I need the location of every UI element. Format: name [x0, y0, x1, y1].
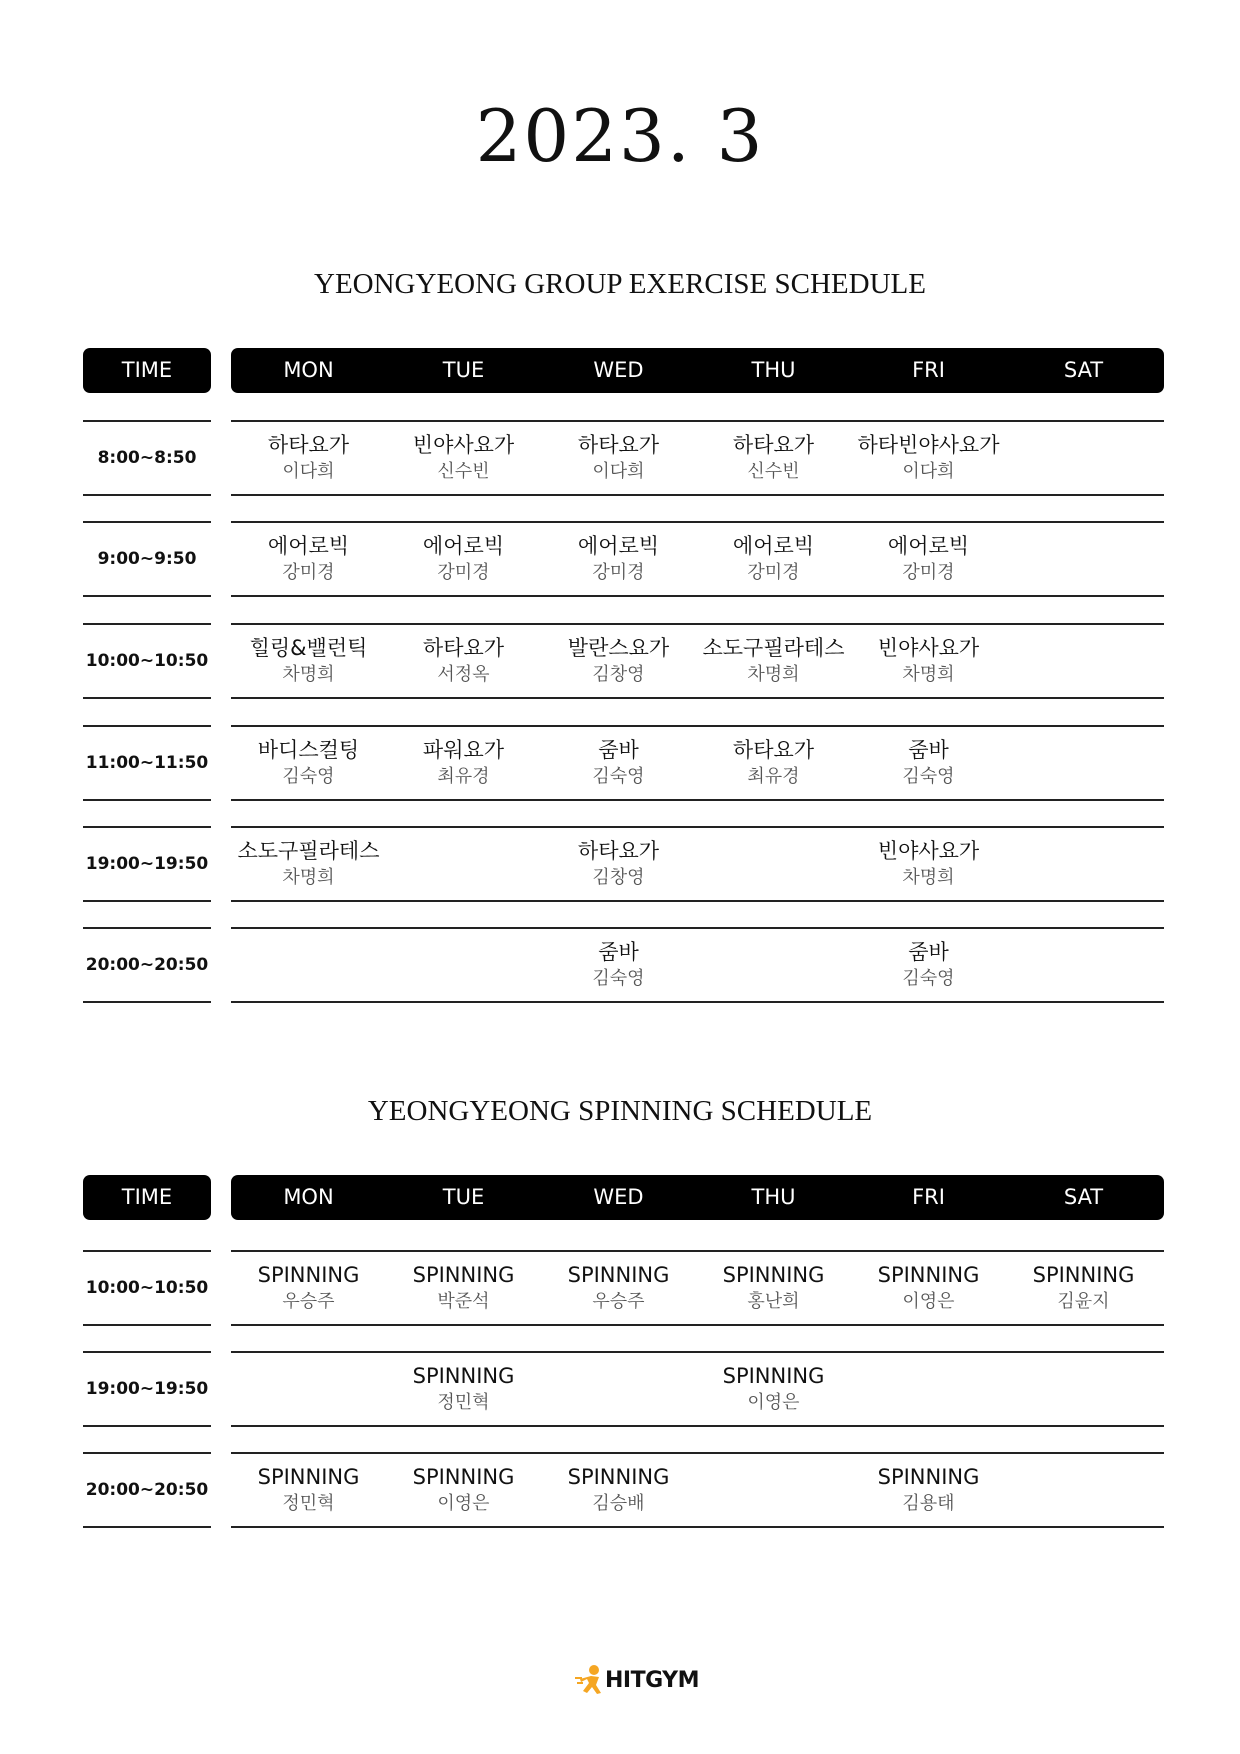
- class-cell: [541, 1250, 696, 1326]
- class-name: 에어로빅: [267, 534, 350, 558]
- class-name: SPINNING: [412, 1465, 515, 1489]
- class-name: 에어로빅: [732, 534, 815, 558]
- day-label-tue: TUE: [442, 358, 485, 382]
- class-name: 빈야사요가: [877, 636, 980, 660]
- class-cell: [851, 927, 1006, 1003]
- class-name: 줌바: [598, 940, 639, 964]
- table-row: [0, 725, 1240, 801]
- instructor-name: 김용태: [902, 1493, 955, 1514]
- class-name: 하타요가: [732, 433, 815, 457]
- class-cell: [541, 521, 696, 597]
- class-cell: [851, 1250, 1006, 1326]
- instructor-name: 차명희: [902, 664, 955, 685]
- instructor-name: 이영은: [902, 1291, 955, 1312]
- class-cell: [541, 1452, 696, 1528]
- table-row: [0, 927, 1240, 1003]
- time-slot: 9:00~9:50: [97, 549, 197, 569]
- instructor-name: 김승배: [592, 1493, 645, 1514]
- class-cell: [851, 1351, 1006, 1427]
- instructor-name: 홍난희: [747, 1291, 800, 1312]
- spinning-schedule-title: YEONGYEONG SPINNING SCHEDULE: [367, 1095, 873, 1127]
- class-cell: [386, 826, 541, 902]
- class-name: 소도구필라테스: [237, 839, 380, 863]
- class-name: 에어로빅: [422, 534, 505, 558]
- class-cell: [231, 1452, 386, 1528]
- class-name: 힐링&밸런틱: [249, 636, 368, 660]
- class-cell: [851, 1452, 1006, 1528]
- class-cell: [696, 1452, 851, 1528]
- class-cell: [541, 826, 696, 902]
- class-cell: [231, 1351, 386, 1427]
- class-name: SPINNING: [257, 1263, 360, 1287]
- class-cell: [1006, 420, 1161, 496]
- logo-text: HITGYM: [605, 1668, 700, 1693]
- instructor-name: 차명희: [902, 867, 955, 888]
- time-slot: 10:00~10:50: [85, 651, 209, 671]
- instructor-name: 이영은: [747, 1392, 800, 1413]
- class-cell: [851, 420, 1006, 496]
- class-cell: [1006, 1250, 1161, 1326]
- instructor-name: 서정옥: [437, 664, 490, 685]
- day-label-thu: THU: [751, 358, 796, 382]
- class-cell: [1006, 927, 1161, 1003]
- class-name: 하타요가: [267, 433, 350, 457]
- day-label-sat: SAT: [1063, 358, 1104, 382]
- instructor-name: 최유경: [437, 766, 490, 787]
- class-cell: [851, 521, 1006, 597]
- table-row: [0, 826, 1240, 902]
- class-name: 바디스컬팅: [257, 738, 360, 762]
- spinning-time-header: TIME: [83, 1175, 211, 1220]
- time-slot: 10:00~10:50: [85, 1278, 209, 1298]
- time-slot: 20:00~20:50: [85, 955, 209, 975]
- class-name: SPINNING: [412, 1364, 515, 1388]
- class-cell: [696, 826, 851, 902]
- class-name: SPINNING: [877, 1465, 980, 1489]
- class-cell: [1006, 826, 1161, 902]
- class-name: 하타요가: [577, 433, 660, 457]
- instructor-name: 이다희: [902, 461, 955, 482]
- class-name: 줌바: [908, 738, 949, 762]
- instructor-name: 정민혁: [282, 1493, 335, 1514]
- class-cell: [386, 725, 541, 801]
- table-row: [0, 1452, 1240, 1528]
- class-cell: [696, 725, 851, 801]
- instructor-name: 정민혁: [437, 1392, 490, 1413]
- class-name: 하타요가: [577, 839, 660, 863]
- instructor-name: 우승주: [282, 1291, 335, 1312]
- table-row: [0, 623, 1240, 699]
- instructor-name: 강미경: [747, 562, 800, 583]
- instructor-name: 김윤지: [1057, 1291, 1110, 1312]
- class-cell: [696, 623, 851, 699]
- time-slot: 11:00~11:50: [85, 753, 209, 773]
- class-cell: [851, 725, 1006, 801]
- time-slot: 20:00~20:50: [85, 1480, 209, 1500]
- day-label-wed: WED: [593, 358, 644, 382]
- class-name: 소도구필라테스: [702, 636, 845, 660]
- class-cell: [231, 826, 386, 902]
- instructor-name: 강미경: [592, 562, 645, 583]
- instructor-name: 최유경: [747, 766, 800, 787]
- class-cell: [1006, 1351, 1161, 1427]
- instructor-name: 김창영: [592, 867, 645, 888]
- time-slot: 8:00~8:50: [97, 448, 197, 468]
- class-cell: [386, 927, 541, 1003]
- class-cell: [386, 1351, 541, 1427]
- class-name: 에어로빅: [577, 534, 660, 558]
- day-label-fri: FRI: [912, 1185, 945, 1209]
- instructor-name: 김숙영: [902, 968, 955, 989]
- instructor-name: 강미경: [437, 562, 490, 583]
- class-cell: [541, 725, 696, 801]
- class-cell: [541, 623, 696, 699]
- class-name: SPINNING: [877, 1263, 980, 1287]
- class-cell: [1006, 1452, 1161, 1528]
- class-name: SPINNING: [567, 1263, 670, 1287]
- class-cell: [541, 420, 696, 496]
- class-cell: [696, 927, 851, 1003]
- class-name: SPINNING: [257, 1465, 360, 1489]
- instructor-name: 강미경: [282, 562, 335, 583]
- class-cell: [231, 725, 386, 801]
- class-name: 하타요가: [422, 636, 505, 660]
- class-cell: [851, 623, 1006, 699]
- class-name: SPINNING: [722, 1364, 825, 1388]
- class-cell: [696, 1250, 851, 1326]
- class-name: 빈야사요가: [412, 433, 515, 457]
- class-name: 줌바: [598, 738, 639, 762]
- day-label-fri: FRI: [912, 358, 945, 382]
- class-name: SPINNING: [412, 1263, 515, 1287]
- class-name: SPINNING: [722, 1263, 825, 1287]
- class-cell: [386, 1250, 541, 1326]
- spinning-day-header: [231, 1175, 1164, 1220]
- instructor-name: 차명희: [282, 867, 335, 888]
- runner-logo-icon: [575, 1663, 605, 1697]
- instructor-name: 차명희: [747, 664, 800, 685]
- instructor-name: 신수빈: [747, 461, 800, 482]
- time-slot: 19:00~19:50: [85, 854, 209, 874]
- instructor-name: 박준석: [437, 1291, 490, 1312]
- class-name: 발란스요가: [567, 636, 670, 660]
- class-name: 파워요가: [422, 738, 505, 762]
- instructor-name: 이영은: [437, 1493, 490, 1514]
- class-cell: [231, 927, 386, 1003]
- group-time-header: TIME: [83, 348, 211, 393]
- class-cell: [1006, 521, 1161, 597]
- class-cell: [231, 623, 386, 699]
- group-schedule-title: YEONGYEONG GROUP EXERCISE SCHEDULE: [314, 268, 926, 300]
- day-label-thu: THU: [751, 1185, 796, 1209]
- page-title: 2023. 3: [475, 94, 765, 178]
- instructor-name: 김창영: [592, 664, 645, 685]
- instructor-name: 이다희: [282, 461, 335, 482]
- class-cell: [231, 420, 386, 496]
- instructor-name: 신수빈: [437, 461, 490, 482]
- class-name: SPINNING: [1032, 1263, 1135, 1287]
- instructor-name: 차명희: [282, 664, 335, 685]
- class-cell: [386, 521, 541, 597]
- table-row: [0, 521, 1240, 597]
- class-name: 에어로빅: [887, 534, 970, 558]
- class-cell: [541, 927, 696, 1003]
- class-cell: [696, 420, 851, 496]
- day-label-sat: SAT: [1063, 1185, 1104, 1209]
- class-cell: [386, 1452, 541, 1528]
- table-row: [0, 420, 1240, 496]
- instructor-name: 김숙영: [592, 968, 645, 989]
- instructor-name: 우승주: [592, 1291, 645, 1312]
- class-cell: [696, 1351, 851, 1427]
- table-row: [0, 1250, 1240, 1326]
- table-row: [0, 1351, 1240, 1427]
- class-cell: [1006, 725, 1161, 801]
- instructor-name: 김숙영: [902, 766, 955, 787]
- class-name: 하타요가: [732, 738, 815, 762]
- class-cell: [231, 1250, 386, 1326]
- class-cell: [1006, 623, 1161, 699]
- instructor-name: 강미경: [902, 562, 955, 583]
- class-name: 줌바: [908, 940, 949, 964]
- time-slot: 19:00~19:50: [85, 1379, 209, 1399]
- hitgym-logo: [575, 1663, 705, 1697]
- day-label-mon: MON: [283, 1185, 334, 1209]
- class-name: SPINNING: [567, 1465, 670, 1489]
- class-cell: [696, 521, 851, 597]
- day-label-wed: WED: [593, 1185, 644, 1209]
- day-label-tue: TUE: [442, 1185, 485, 1209]
- day-label-mon: MON: [283, 358, 334, 382]
- class-cell: [541, 1351, 696, 1427]
- group-day-header: [231, 348, 1164, 393]
- instructor-name: 이다희: [592, 461, 645, 482]
- class-cell: [386, 623, 541, 699]
- class-name: 빈야사요가: [877, 839, 980, 863]
- instructor-name: 김숙영: [282, 766, 335, 787]
- class-cell: [851, 826, 1006, 902]
- instructor-name: 김숙영: [592, 766, 645, 787]
- class-cell: [386, 420, 541, 496]
- class-cell: [231, 521, 386, 597]
- class-name: 하타빈야사요가: [857, 433, 1000, 457]
